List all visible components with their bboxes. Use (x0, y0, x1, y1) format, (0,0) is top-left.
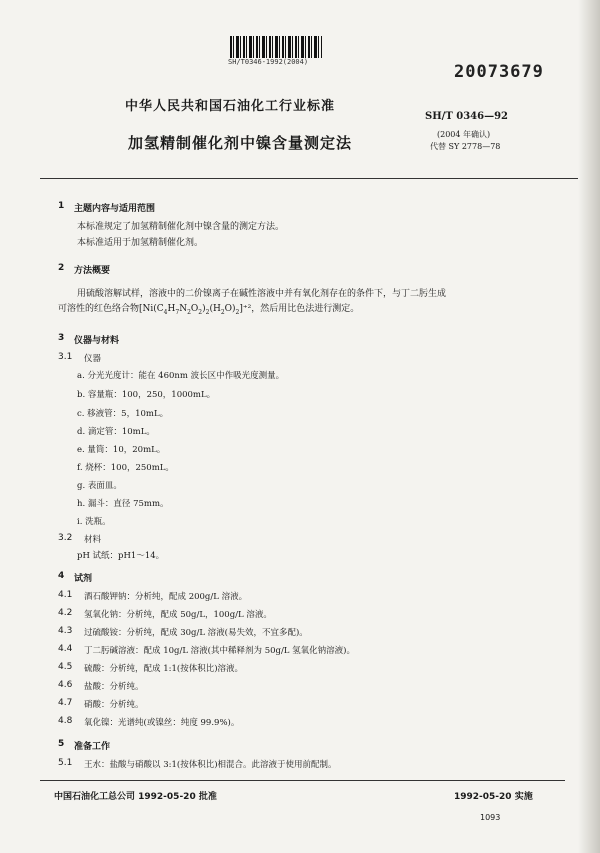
instrument-item: a. 分光光度计：能在 460nm 波长区中作吸光度测量。 (77, 371, 285, 381)
page-title: 加氢精制催化剂中镍含量测定法 (128, 134, 353, 152)
reagent-number: 4.8 (58, 716, 73, 726)
barcode (230, 36, 322, 58)
serial-number: 20073679 (454, 62, 544, 82)
reagent-number: 4.4 (58, 644, 73, 654)
reagent-text: 硫酸：分析纯，配成 1:1(按体积比)溶液。 (84, 664, 244, 674)
section-3-number: 3 (58, 333, 65, 343)
section-5-1-number: 5.1 (58, 758, 73, 768)
instrument-item: h. 漏斗：直径 75mm。 (77, 499, 169, 509)
section-1-para-1: 本标准规定了加氢精制催化剂中镍含量的测定方法。 (77, 222, 285, 232)
material-item: pH 试纸：pH1～14。 (77, 551, 165, 561)
instrument-item: d. 滴定管：10mL。 (77, 427, 155, 437)
instrument-item: c. 移液管：5，10mL。 (77, 409, 169, 419)
reagent-number: 4.7 (58, 698, 73, 708)
section-1-para-2: 本标准适用于加氢精制催化剂。 (77, 238, 204, 248)
effective-date: 1992-05-20 实施 (454, 792, 533, 802)
approval-line: 中国石油化工总公司 1992-05-20 批准 (54, 792, 217, 802)
instrument-item: f. 烧杯：100，250mL。 (77, 463, 174, 473)
section-5-title: 准备工作 (74, 742, 111, 752)
section-1-title: 主题内容与适用范围 (74, 204, 156, 214)
section-2-title: 方法概要 (74, 266, 111, 276)
replaces-note: 代替 SY 2778—78 (430, 142, 501, 151)
section-1-number: 1 (58, 201, 65, 211)
instrument-item: i. 洗瓶。 (77, 517, 111, 527)
instrument-item: e. 量筒：10，20mL。 (77, 445, 166, 455)
reagent-text: 盐酸：分析纯。 (84, 682, 144, 692)
standard-category-title: 中华人民共和国石油化工行业标准 (125, 99, 336, 114)
section-4-title: 试剂 (74, 574, 93, 584)
reagent-text: 硝酸：分析纯。 (84, 700, 144, 710)
reagent-number: 4.6 (58, 680, 73, 690)
instrument-item: b. 容量瓶：100，250，1000mL。 (77, 390, 216, 400)
section-2-number: 2 (58, 263, 65, 273)
header-divider (40, 178, 578, 179)
reagent-text: 氢氧化钠：分析纯，配成 50g/L，100g/L 溶液。 (84, 610, 272, 620)
standard-code: SH/T 0346—92 (425, 111, 508, 122)
reagent-number: 4.2 (58, 608, 73, 618)
section-5-number: 5 (58, 739, 65, 749)
section-4-number: 4 (58, 571, 65, 581)
reagent-text: 酒石酸钾钠：分析纯，配成 200g/L 溶液。 (84, 592, 248, 602)
confirmation-note: (2004 年确认) (437, 130, 491, 139)
reagent-text: 丁二肟碱溶液：配成 10g/L 溶液(其中稀释剂为 50g/L 氢氧化钠溶液)。 (84, 646, 355, 656)
footer-divider (40, 780, 565, 781)
page-number: 1093 (480, 813, 501, 822)
section-3-2-title: 材料 (84, 535, 102, 545)
section-2-para-2: 可溶性的红色络合物$[Ni(C_4H_7N_2O_2)_2(H_2O)_2]^{+2}$，然后用比色法进行测定。 (58, 304, 360, 316)
reagent-number: 4.3 (58, 626, 73, 636)
reagent-text: 氧化镍：光谱纯(或镍丝：纯度 99.9%)。 (84, 718, 240, 728)
section-2-para-1: 用硫酸溶解试样，溶液中的二价镍离子在碱性溶液中并有氧化剂存在的条件下，与丁二肟生成 (77, 289, 447, 299)
section-3-title: 仪器与材料 (74, 336, 120, 346)
section-3-1-title: 仪器 (84, 354, 102, 364)
reagent-text: 过硫酸铵：分析纯，配成 30g/L 溶液(易失效，不宜多配)。 (84, 628, 308, 638)
page-edge-shadow (578, 0, 600, 853)
instrument-item: g. 表面皿。 (77, 481, 122, 491)
section-3-1-number: 3.1 (58, 352, 73, 362)
reagent-number: 4.5 (58, 662, 73, 672)
barcode-text: SH/T0346-1992(2004) (228, 58, 309, 66)
section-3-2-number: 3.2 (58, 533, 73, 543)
section-5-1-text: 王水：盐酸与硝酸以 3:1(按体积比)相混合。此溶液于使用前配制。 (84, 760, 337, 770)
reagent-number: 4.1 (58, 590, 73, 600)
